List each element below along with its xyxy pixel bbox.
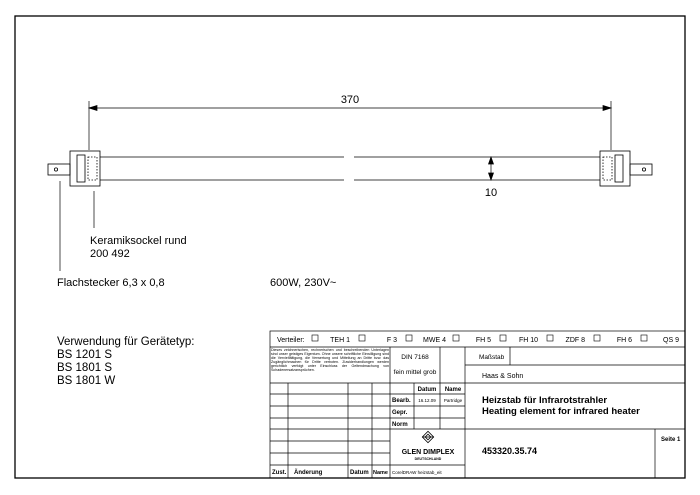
- length-dimension: [89, 101, 611, 150]
- checkbox-qs9[interactable]: [641, 335, 647, 341]
- connector-label: Flachstecker 6,3 x 0,8: [57, 277, 165, 289]
- row-bearb: Bearb.: [392, 398, 411, 404]
- glen-dimplex-logo-icon: [422, 431, 434, 442]
- rev-zust: Zust.: [272, 470, 287, 476]
- right-connector-hole: [642, 168, 645, 171]
- company-country: DEUTSCHLAND: [414, 457, 442, 461]
- usage-item: BS 1801 S: [57, 362, 112, 374]
- distributor-entry: MWE 4: [423, 337, 446, 344]
- distributor-entry: ZDF 8: [565, 337, 585, 344]
- company-name: GLEN DIMPLEX: [401, 449, 455, 456]
- checkbox-zdf8[interactable]: [547, 335, 553, 341]
- distributor-entry: FH 10: [518, 337, 538, 344]
- distributor-label: Verteiler:: [277, 337, 305, 344]
- bearb-date: 16.12.09: [418, 398, 436, 403]
- title-english: Heating element for infrared heater: [482, 406, 640, 417]
- distributor-entry: QS 9: [663, 337, 679, 344]
- row-gepr: Gepr.: [392, 410, 408, 416]
- column-date: Datum: [417, 387, 437, 393]
- diameter-dimension-value: 10: [484, 187, 498, 199]
- checkbox-fh10[interactable]: [500, 335, 506, 341]
- column-name: Name: [444, 387, 462, 393]
- page-number: Seite 1: [661, 437, 681, 443]
- power-rating: 600W, 230V~: [270, 277, 337, 289]
- right-socket-hidden: [603, 157, 612, 180]
- left-connector-hole: [54, 168, 57, 171]
- drawing-number: 453320.35.74: [482, 446, 538, 456]
- length-dimension-value: 370: [340, 94, 360, 106]
- distributor-entry: FH 6: [616, 337, 632, 344]
- checkbox-mwe4[interactable]: [406, 335, 412, 341]
- right-flat-connector: [630, 164, 652, 175]
- rev-date: Datum: [350, 470, 369, 476]
- rev-name: Name: [373, 470, 388, 476]
- distributor-entry: F 3: [386, 337, 397, 344]
- distributor-entry: FH 5: [475, 337, 491, 344]
- checkbox-teh1[interactable]: [312, 335, 318, 341]
- tolerance-classes: fein mittel grob: [393, 369, 437, 376]
- bearb-name: Partridge: [443, 398, 463, 403]
- rev-change: Änderung: [294, 470, 323, 476]
- left-socket-slot: [77, 155, 85, 182]
- socket-number: 200 492: [90, 248, 130, 260]
- usage-title: Verwendung für Gerätetyp:: [57, 336, 195, 348]
- norm-standard: DIN 7168: [401, 354, 429, 361]
- row-norm: Norm: [392, 422, 408, 428]
- distributor-entry: TEH 1: [330, 337, 350, 344]
- scale-label: Maßstab: [479, 354, 505, 361]
- heating-element-drawing: [48, 151, 652, 186]
- right-socket-slot: [615, 155, 623, 182]
- file-info: CorelDRAW heizstab_eit: [392, 470, 442, 475]
- checkbox-f3[interactable]: [359, 335, 365, 341]
- left-socket-hidden: [88, 157, 97, 180]
- checkbox-fh6[interactable]: [594, 335, 600, 341]
- checkbox-fh5[interactable]: [453, 335, 459, 341]
- copyright-notice: Dieses zeichnerischen, rechnerischen und beschreibenden Unterlagen sind unser geistiges Eigentum. Ohne unsere schriftliche Einwilligung sind die Vervielfältigung, die Verwertung und Mitteilung an Dritte bzw. das Zugänglichmachen für Dritte verboten. Zuwiderhandlungen werden gerichtlich verfolgt unter Einschluss der Geltendmachung von Schadenersatzansprüchen.: [271, 348, 389, 373]
- designer-name: Haas & Sohn: [482, 373, 524, 380]
- socket-label: Keramiksockel rund: [90, 235, 187, 247]
- diameter-dimension: [489, 157, 494, 180]
- title-german: Heizstab für Infrarotstrahler: [482, 395, 608, 406]
- left-flat-connector: [48, 164, 70, 175]
- usage-item: BS 1201 S: [57, 349, 112, 361]
- usage-item: BS 1801 W: [57, 375, 116, 387]
